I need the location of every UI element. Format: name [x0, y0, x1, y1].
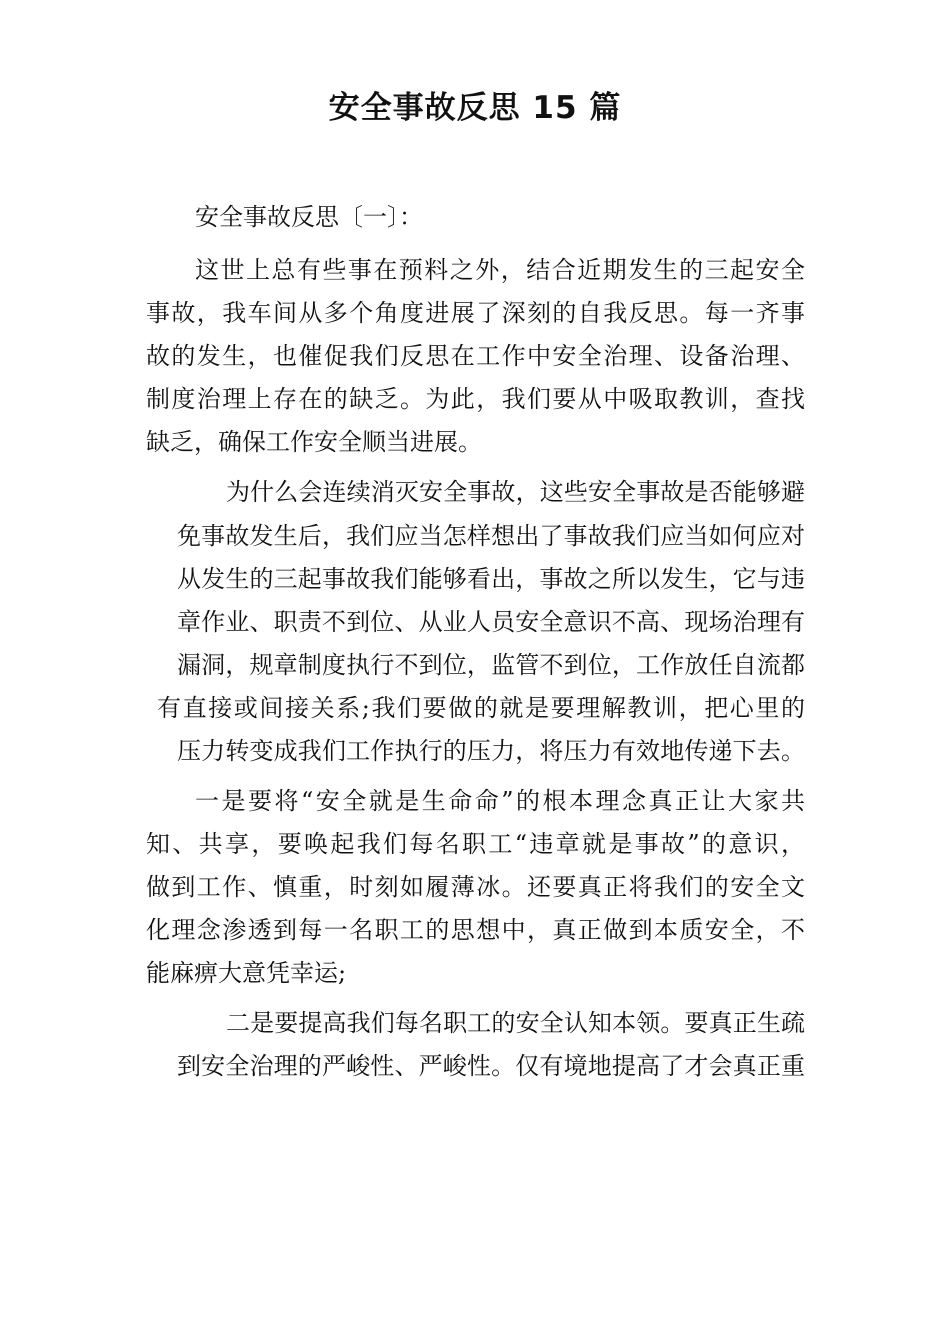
- text-line: 一是要将“安全就是生命命”的根本理念真正让大家共: [195, 787, 805, 815]
- text-line: 事故，我车间从多个角度进展了深刻的自我反思。每一齐事: [146, 299, 805, 327]
- text-line: 到安全治理的严峻性、严峻性。仅有境地提高了才会真正重: [177, 1052, 805, 1080]
- text-line: 能麻痹大意凭幸运;: [146, 959, 347, 987]
- text-line: 做到工作、慎重，时刻如履薄冰。还要真正将我们的安全文: [146, 873, 805, 901]
- text-line: 缺乏，确保工作安全顺当进展。: [146, 428, 482, 456]
- text-line: 压力转变成我们工作执行的压力，将压力有效地传递下去。: [177, 737, 805, 765]
- document-title: 安全事故反思 15 篇: [328, 90, 622, 126]
- text-line: 故的发生，也催促我们反思在工作中安全治理、设备治理、: [146, 342, 805, 370]
- text-line: 漏洞，规章制度执行不到位，监管不到位，工作放任自流都: [177, 651, 805, 679]
- text-line: 这世上总有些事在预料之外，结合近期发生的三起安全: [195, 256, 805, 284]
- text-line: 免事故发生后，我们应当怎样想出了事故我们应当如何应对: [177, 522, 805, 550]
- text-line: 有直接或间接关系;我们要做的就是要理解教训，把心里的: [157, 694, 805, 722]
- text-line: 从发生的三起事故我们能够看出，事故之所以发生，它与违: [177, 565, 805, 593]
- section-heading: 安全事故反思〔一〕：: [195, 203, 423, 231]
- text-line: 知、共享，要唤起我们每名职工“违章就是事故”的意识，: [146, 830, 805, 858]
- text-line: 制度治理上存在的缺乏。为此，我们要从中吸取教训，查找: [146, 385, 805, 413]
- text-line: 二是要提高我们每名职工的安全认知本领。要真正生疏: [226, 1009, 805, 1037]
- text-line: 章作业、职责不到位、从业人员安全意识不高、现场治理有: [177, 608, 805, 636]
- text-line: 化理念渗透到每一名职工的思想中，真正做到本质安全，不: [146, 916, 805, 944]
- text-line: 为什么会连续消灭安全事故，这些安全事故是否能够避: [226, 478, 805, 506]
